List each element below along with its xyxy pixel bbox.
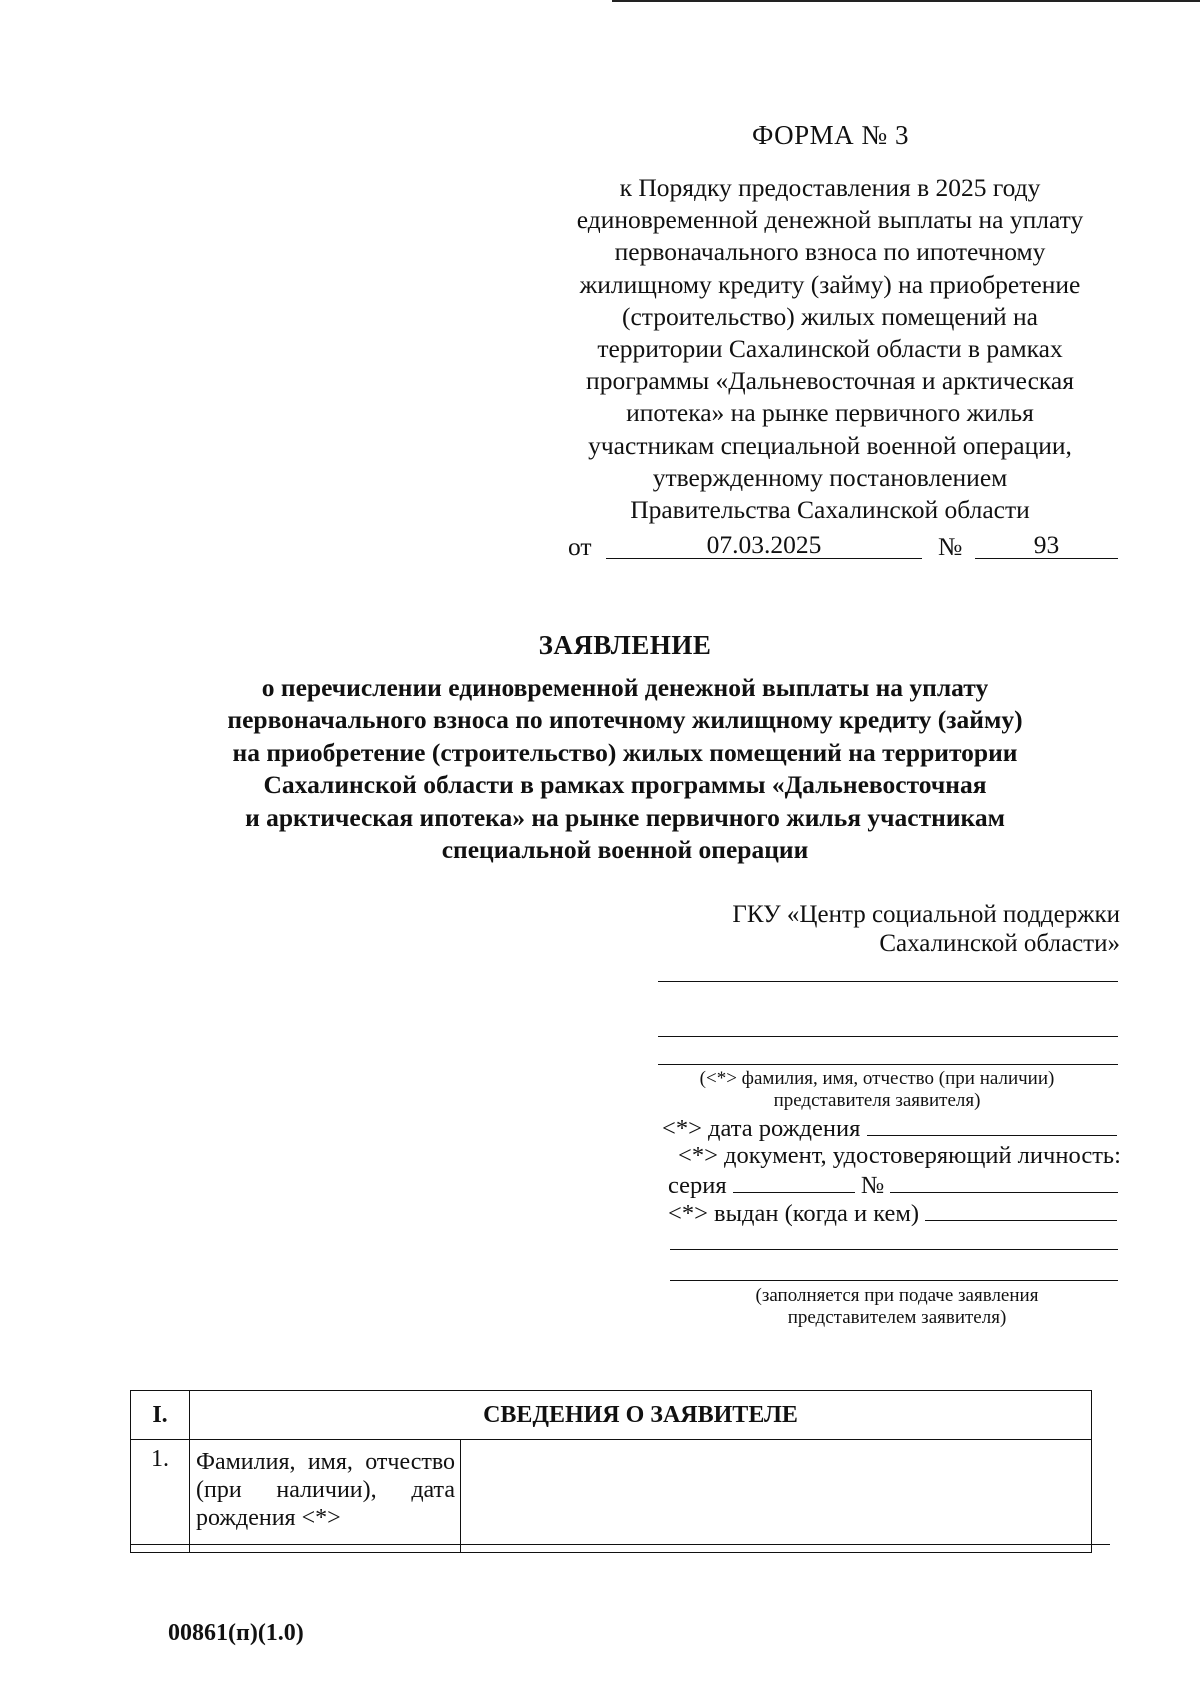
series-label: серия bbox=[668, 1172, 727, 1199]
order-reference-line: ипотека» на рынке первичного жилья bbox=[626, 398, 1034, 428]
issued-continuation-line[interactable] bbox=[670, 1280, 1118, 1281]
issued-by-field bbox=[668, 1198, 1117, 1228]
id-number-blank[interactable] bbox=[890, 1170, 1118, 1193]
section-number: I. bbox=[131, 1391, 190, 1440]
subtitle-line: специальной военной операции bbox=[441, 835, 809, 865]
series-blank[interactable] bbox=[733, 1170, 855, 1193]
document-subtitle bbox=[140, 672, 1110, 866]
representative-caption bbox=[662, 1068, 1092, 1112]
birth-date-label: <*> дата рождения bbox=[662, 1115, 861, 1142]
label-line: рождения <*> bbox=[196, 1505, 341, 1531]
issued-blank[interactable] bbox=[925, 1198, 1117, 1221]
label-line: Фамилия, имя, отчество bbox=[196, 1449, 455, 1475]
section-title: СВЕДЕНИЯ О ЗАЯВИТЕЛЕ bbox=[190, 1391, 1092, 1440]
id-series-number-field bbox=[668, 1170, 1118, 1200]
order-reference-line: к Порядку предоставления в 2025 году bbox=[619, 173, 1041, 202]
order-reference bbox=[540, 172, 1120, 526]
order-reference-line: (строительство) жилых помещений на bbox=[621, 301, 1039, 331]
addressee-line: Сахалинской области» bbox=[879, 930, 1120, 957]
table-section-header bbox=[131, 1391, 1092, 1440]
order-reference-line: программы «Дальневосточная и арктическая bbox=[586, 366, 1074, 396]
order-reference-line: первоначального взноса по ипотечному bbox=[614, 237, 1046, 267]
applicant-name-value[interactable] bbox=[461, 1440, 1092, 1553]
subtitle-line: первоначального взноса по ипотечному жилищному кредиту (займу) bbox=[227, 705, 1023, 735]
number-label: № bbox=[860, 1172, 885, 1199]
top-border-line bbox=[612, 0, 1200, 2]
addressee bbox=[640, 900, 1120, 958]
number-prefix: № bbox=[938, 532, 963, 561]
order-reference-line: участникам специальной военной операции, bbox=[588, 430, 1072, 460]
order-reference-line: единовременной денежной выплаты на уплату bbox=[576, 205, 1084, 235]
caption-line: представителя заявителя) bbox=[773, 1090, 981, 1111]
decree-date-row bbox=[568, 528, 1118, 562]
order-reference-line: территории Сахалинской области в рамках bbox=[597, 334, 1063, 364]
subtitle-line: и арктическая ипотека» на рынке первичного жилья участникам bbox=[245, 802, 1005, 832]
decree-number: 93 bbox=[975, 528, 1118, 559]
subtitle-line: Сахалинской области в рамках программы «Дальневосточная bbox=[263, 770, 987, 800]
date-prefix: от bbox=[568, 532, 592, 561]
decree-date: 07.03.2025 bbox=[606, 528, 922, 559]
table-row bbox=[131, 1440, 1092, 1553]
fill-caption bbox=[672, 1285, 1122, 1329]
caption-line: (<*> фамилия, имя, отчество (при наличии) bbox=[699, 1068, 1055, 1089]
birth-date-field bbox=[662, 1113, 1117, 1143]
representative-name-line[interactable] bbox=[658, 981, 1118, 982]
applicant-info-table bbox=[130, 1390, 1092, 1553]
representative-name-line[interactable] bbox=[658, 1036, 1118, 1037]
order-reference-line: утвержденному постановлением bbox=[652, 462, 1008, 492]
birth-date-blank[interactable] bbox=[867, 1113, 1117, 1136]
subtitle-line: на приобретение (строительство) жилых помещений на территории bbox=[232, 737, 1018, 767]
subtitle-line: о перечислении единовременной денежной выплаты на уплату bbox=[261, 673, 989, 702]
id-document-label: <*> документ, удостоверяющий личность: bbox=[678, 1142, 1121, 1169]
row-number: 1. bbox=[131, 1440, 190, 1553]
caption-line: (заполняется при подаче заявления bbox=[755, 1285, 1039, 1306]
document-title: ЗАЯВЛЕНИЕ bbox=[538, 630, 712, 660]
representative-name-line[interactable] bbox=[658, 1064, 1118, 1065]
caption-line: представителем заявителя) bbox=[787, 1307, 1007, 1328]
form-number: ФОРМА № 3 bbox=[752, 120, 909, 150]
addressee-line: ГКУ «Центр социальной поддержки bbox=[732, 901, 1120, 928]
label-line: (при наличии), дата bbox=[196, 1477, 455, 1503]
order-reference-line: Правительства Сахалинской области bbox=[630, 495, 1030, 525]
order-reference-line: жилищному кредиту (займу) на приобретение bbox=[579, 269, 1081, 299]
table-bottom-line bbox=[130, 1544, 1110, 1545]
issued-continuation-line[interactable] bbox=[670, 1249, 1118, 1250]
issued-label: <*> выдан (когда и кем) bbox=[668, 1200, 920, 1227]
document-code: 00861(п)(1.0) bbox=[168, 1620, 304, 1646]
row-label bbox=[190, 1440, 461, 1553]
